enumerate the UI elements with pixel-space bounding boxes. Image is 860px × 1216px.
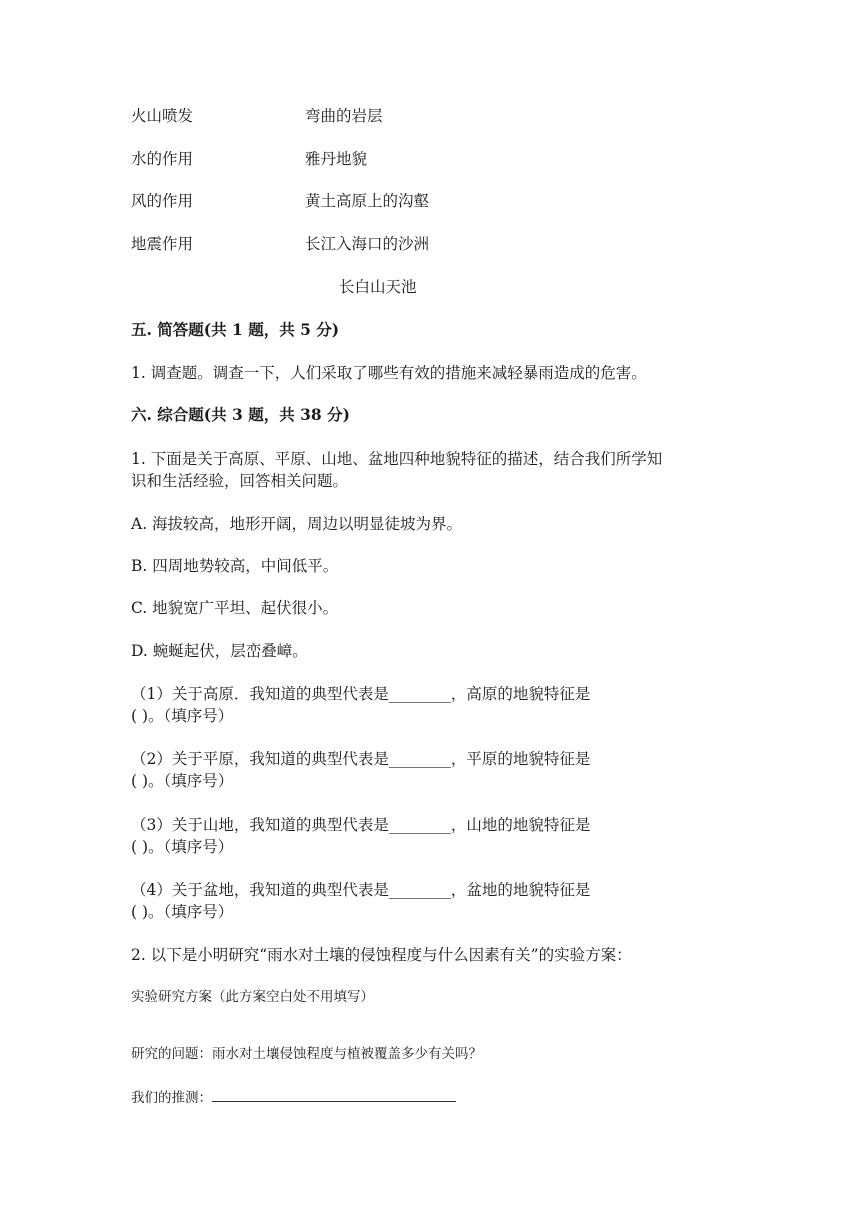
option-b: B. 四周地势较高，中间低平。 xyxy=(131,557,339,575)
sub-question-3-line1: （3）关于山地，我知道的典型代表是________，山地的地貌特征是 xyxy=(131,816,591,834)
section6-q1-line2: 识和生活经验，回答相关问题。 xyxy=(131,472,349,490)
match-right-2: 雅丹地貌 xyxy=(305,150,368,168)
section5-question-1: 1. 调查题。调查一下，人们采取了哪些有效的措施来减轻暴雨造成的危害。 xyxy=(131,364,647,382)
match-right-5: 长白山天池 xyxy=(339,278,417,296)
sub-question-2-line1: （2）关于平原，我知道的典型代表是________，平原的地貌特征是 xyxy=(131,750,591,768)
sub-question-2-line2: ( )。（填序号） xyxy=(131,772,234,790)
sub-question-3-line2: ( )。（填序号） xyxy=(131,838,234,856)
sub-question-1-line2: ( )。（填序号） xyxy=(131,707,234,725)
guess-label: 我们的推测： xyxy=(131,1090,212,1106)
guess-blank[interactable] xyxy=(212,1087,456,1102)
section5-heading: 五. 简答题(共 1 题，共 5 分) xyxy=(131,320,340,339)
match-left-4: 地震作用 xyxy=(131,235,194,253)
plan-title: 实验研究方案（此方案空白处不用填写） xyxy=(131,989,374,1005)
option-d: D. 蜿蜒起伏，层峦叠嶂。 xyxy=(131,642,308,660)
section6-question-2: 2. 以下是小明研究“雨水对土壤的侵蚀程度与什么因素有关”的实验方案： xyxy=(131,946,632,964)
option-c: C. 地貌宽广平坦、起伏很小。 xyxy=(131,599,339,617)
guess-line xyxy=(131,1087,456,1108)
match-left-1: 火山喷发 xyxy=(131,107,194,125)
section6-q1-line1: 1. 下面是关于高原、平原、山地、盆地四种地貌特征的描述，结合我们所学知 xyxy=(131,450,663,468)
match-right-1: 弯曲的岩层 xyxy=(305,107,383,125)
match-left-3: 风的作用 xyxy=(131,192,194,210)
match-right-4: 长江入海口的沙洲 xyxy=(305,235,430,253)
match-right-3: 黄土高原上的沟壑 xyxy=(305,192,430,210)
research-question: 研究的问题：雨水对土壤侵蚀程度与植被覆盖多少有关吗？ xyxy=(131,1046,482,1062)
sub-question-4-line2: ( )。（填序号） xyxy=(131,903,234,921)
sub-question-1-line1: （1）关于高原．我知道的典型代表是________，高原的地貌特征是 xyxy=(131,685,591,703)
option-a: A. 海拔较高，地形开阔，周边以明显徒坡为界。 xyxy=(131,515,463,533)
match-left-2: 水的作用 xyxy=(131,150,194,168)
section6-heading: 六. 综合题(共 3 题，共 38 分) xyxy=(131,405,350,424)
sub-question-4-line1: （4）关于盆地，我知道的典型代表是________，盆地的地貌特征是 xyxy=(131,881,591,899)
